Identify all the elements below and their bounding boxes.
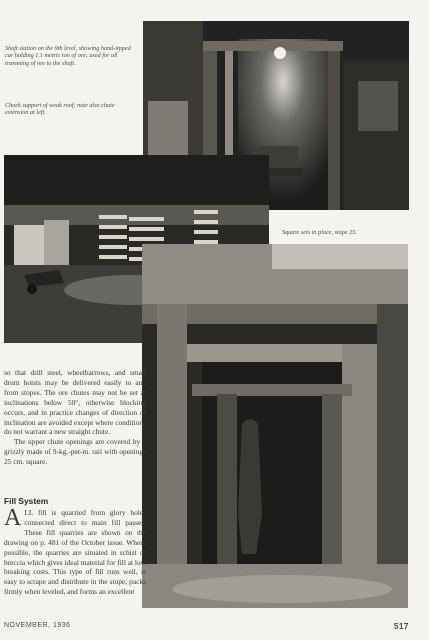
section-heading: Fill System [4,496,49,506]
caption-chock-support: Chock support of weak roof; note also chute extension at left. [5,102,115,117]
fill-system-text [4,505,147,597]
caption-shaft-station: Shaft station on the 9th level, showing hand-tipped car holding 1.1 metric ton of ore; used for all tramming of ore to the shaft. [5,45,131,67]
drop-cap: A [4,505,22,531]
footer-date: NOVEMBER, 1936 [4,622,71,629]
body-paragraph-2: The upper chute openings are covered by a grizzly made of 9-kg.-per-m. rail with openings 25 cm. square. [4,437,146,467]
body-paragraph-1: so that drill steel, wheelbarrows, and small drum hoists may be delivered easily to and from stopes. The ore chutes may not be set at inclinations below 50°, otherwise blocking occurs, and in practice changes of direction or inclination are avoided except where conditions do not warrant a new straight chute. [4,368,146,437]
photo-square-sets [142,244,408,608]
body-text-column [4,368,146,467]
caption-square-sets: Square sets in place, stope 25. [282,229,357,236]
page-number: 517 [394,622,409,631]
fill-system-paragraph: LL fill is quarried from glory holes connected direct to main fill passes. These fill quarries are shown on the drawing on p. 481 of the October issue. Where possible, the quarries are situated in schist or breccia which gives ideal material for fill at low breaking costs. This type of fill runs well, is easy to scrape and distribute in the stope, packs firmly when leveled, and forms an excellent [4,508,147,597]
